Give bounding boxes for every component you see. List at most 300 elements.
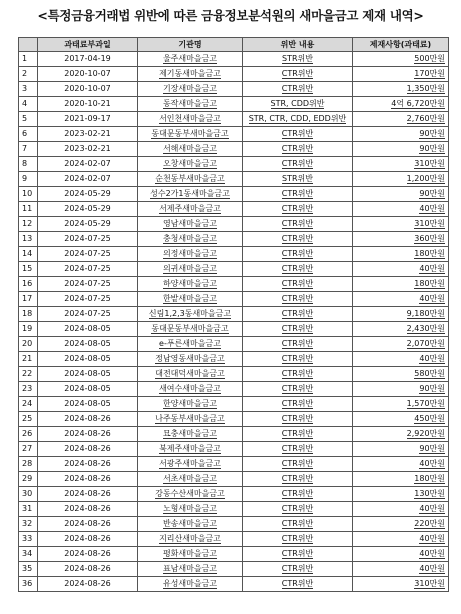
row-penalty [353,187,449,202]
row-violation [243,487,353,502]
row-penalty-text: 130만원 [414,489,445,498]
row-institution-text: 북제주새마을금고 [159,444,221,453]
row-institution [138,247,243,262]
row-penalty [353,562,449,577]
row-date: 2024-02-07 [38,157,138,172]
row-violation [243,97,353,112]
row-date: 2024-07-25 [38,277,138,292]
row-institution [138,292,243,307]
row-institution-text: 지리산새마을금고 [159,534,221,543]
row-violation-text: CTR위반 [281,519,314,528]
row-institution [138,547,243,562]
row-violation-text: CTR위반 [281,264,314,273]
row-institution [138,367,243,382]
row-violation [243,247,353,262]
row-institution [138,322,243,337]
row-number: 18 [19,307,38,322]
row-date: 2024-05-29 [38,217,138,232]
row-penalty [353,547,449,562]
table-row [19,97,449,112]
table-row [19,562,449,577]
table-row [19,337,449,352]
row-violation-text: CTR위반 [281,84,314,93]
row-number: 4 [19,97,38,112]
row-number: 24 [19,397,38,412]
table-row [19,457,449,472]
row-institution [138,517,243,532]
table-row [19,142,449,157]
row-date: 2024-08-05 [38,397,138,412]
row-number: 31 [19,502,38,517]
row-penalty [353,577,449,592]
row-number: 29 [19,472,38,487]
row-penalty-text: 2,070만원 [406,339,445,348]
row-penalty-text: 500만원 [414,54,445,63]
row-number: 11 [19,202,38,217]
row-penalty [353,532,449,547]
row-institution-text: 충청새마을금고 [162,234,218,243]
row-penalty [353,502,449,517]
row-penalty-text: 9,180만원 [406,309,445,318]
row-number: 5 [19,112,38,127]
row-date: 2024-08-26 [38,412,138,427]
table-row [19,367,449,382]
row-date: 2024-08-26 [38,562,138,577]
table-row [19,232,449,247]
row-violation [243,352,353,367]
row-violation [243,337,353,352]
row-number: 9 [19,172,38,187]
row-number: 16 [19,277,38,292]
row-violation [243,232,353,247]
row-penalty-text: 40만원 [419,534,445,543]
row-institution-text: 의정새마을금고 [162,249,218,258]
row-institution [138,82,243,97]
row-number: 3 [19,82,38,97]
table-row [19,277,449,292]
row-institution [138,307,243,322]
table-row [19,472,449,487]
row-date: 2024-07-25 [38,262,138,277]
row-violation [243,292,353,307]
row-institution-text: 정남영동새마을금고 [155,354,225,363]
row-penalty [353,517,449,532]
row-institution [138,352,243,367]
row-penalty [353,247,449,262]
row-institution-text: 동대문동부새마을금고 [151,129,229,138]
row-date: 2023-02-21 [38,142,138,157]
table-row [19,247,449,262]
row-institution-text: 서광주새마을금고 [159,459,221,468]
row-penalty [353,232,449,247]
row-violation [243,217,353,232]
row-penalty [353,127,449,142]
row-number: 13 [19,232,38,247]
row-violation [243,517,353,532]
table-row [19,127,449,142]
row-violation [243,262,353,277]
row-violation-text: CTR위반 [281,429,314,438]
row-violation [243,187,353,202]
row-penalty-text: 180만원 [414,279,445,288]
row-institution-text: 평화새마을금고 [162,549,218,558]
row-penalty [353,322,449,337]
row-institution-text: 반송새마을금고 [162,519,218,528]
row-penalty-text: 90만원 [419,384,445,393]
row-penalty-text: 1,570만원 [406,399,445,408]
row-number: 1 [19,52,38,67]
table-row [19,82,449,97]
row-penalty [353,97,449,112]
row-number: 8 [19,157,38,172]
row-penalty-text: 310만원 [414,219,445,228]
row-violation-text: CTR위반 [281,219,314,228]
row-institution [138,382,243,397]
row-number: 34 [19,547,38,562]
row-institution [138,277,243,292]
row-penalty [353,487,449,502]
table-row [19,397,449,412]
row-number: 17 [19,292,38,307]
row-date: 2024-08-26 [38,487,138,502]
header-institution: 기관명 [138,38,243,52]
table-header-row [19,38,449,52]
header-no [19,38,38,52]
row-institution-text: 기장새마을금고 [162,84,218,93]
table-row [19,382,449,397]
table-row [19,217,449,232]
table-row [19,307,449,322]
row-violation-text: CTR위반 [281,444,314,453]
table-row [19,577,449,592]
row-number: 36 [19,577,38,592]
table-row [19,187,449,202]
row-institution-text: 성수2가1동새마을금고 [150,189,230,198]
row-date: 2021-09-17 [38,112,138,127]
row-penalty-text: 310만원 [414,159,445,168]
row-penalty [353,337,449,352]
row-violation [243,322,353,337]
row-date: 2024-08-05 [38,352,138,367]
row-penalty [353,142,449,157]
row-institution [138,67,243,82]
row-penalty [353,412,449,427]
row-number: 19 [19,322,38,337]
row-violation-text: CTR위반 [281,129,314,138]
row-institution [138,232,243,247]
row-violation [243,172,353,187]
table-row [19,547,449,562]
row-violation-text: CTR위반 [281,534,314,543]
row-violation-text: CTR위반 [281,399,314,408]
table-row [19,292,449,307]
row-date: 2024-08-26 [38,457,138,472]
row-institution [138,472,243,487]
row-violation [243,277,353,292]
row-violation [243,472,353,487]
row-date: 2024-07-25 [38,247,138,262]
row-penalty-text: 90만원 [419,144,445,153]
row-violation [243,157,353,172]
row-institution [138,502,243,517]
row-penalty-text: 40만원 [419,354,445,363]
row-number: 23 [19,382,38,397]
row-institution [138,52,243,67]
row-violation-text: CTR위반 [281,354,314,363]
row-date: 2023-02-21 [38,127,138,142]
row-date: 2020-10-07 [38,67,138,82]
table-row [19,442,449,457]
table-row [19,262,449,277]
row-date: 2024-05-29 [38,202,138,217]
row-institution [138,457,243,472]
row-violation-text: CTR위반 [281,204,314,213]
row-violation-text: CTR위반 [281,189,314,198]
table-row [19,427,449,442]
row-date: 2024-08-26 [38,517,138,532]
row-penalty [353,367,449,382]
row-date: 2024-08-26 [38,547,138,562]
table-row [19,487,449,502]
row-institution [138,202,243,217]
row-institution-text: 동작새마을금고 [162,99,218,108]
row-violation [243,202,353,217]
row-number: 25 [19,412,38,427]
row-number: 2 [19,67,38,82]
row-violation-text: CTR위반 [281,234,314,243]
row-institution-text: 새여수새마을금고 [159,384,221,393]
row-date: 2017-04-19 [38,52,138,67]
row-violation [243,577,353,592]
header-violation: 위반 내용 [243,38,353,52]
table-row [19,532,449,547]
row-institution-text: 한양새마을금고 [162,399,218,408]
row-date: 2024-08-05 [38,367,138,382]
table-row [19,112,449,127]
row-institution [138,217,243,232]
row-penalty [353,82,449,97]
table-body [19,52,449,592]
row-violation [243,427,353,442]
row-violation-text: CTR위반 [281,324,314,333]
row-penalty [353,397,449,412]
row-institution-text: 울주새마을금고 [162,54,218,63]
row-institution-text: 순천동부새마을금고 [155,174,225,183]
row-violation-text: CTR위반 [281,384,314,393]
row-penalty-text: 580만원 [414,369,445,378]
row-date: 2024-08-05 [38,382,138,397]
row-violation [243,562,353,577]
row-violation-text: CTR위반 [281,339,314,348]
row-penalty [353,427,449,442]
row-number: 30 [19,487,38,502]
row-violation-text: CTR위반 [281,459,314,468]
row-penalty [353,307,449,322]
row-number: 21 [19,352,38,367]
row-violation [243,412,353,427]
row-violation [243,307,353,322]
row-violation-text: CTR위반 [281,249,314,258]
row-institution-text: 하양새마을금고 [162,279,218,288]
row-penalty [353,457,449,472]
row-institution [138,127,243,142]
row-violation [243,52,353,67]
row-date: 2024-08-26 [38,577,138,592]
row-institution [138,427,243,442]
row-institution [138,172,243,187]
row-number: 6 [19,127,38,142]
row-number: 33 [19,532,38,547]
row-penalty-text: 40만원 [419,264,445,273]
row-institution-text: 오창새마을금고 [162,159,218,168]
row-date: 2024-02-07 [38,172,138,187]
table-row [19,172,449,187]
row-number: 22 [19,367,38,382]
row-number: 35 [19,562,38,577]
row-penalty-text: 40만원 [419,504,445,513]
row-violation-text: CTR위반 [281,294,314,303]
row-violation [243,112,353,127]
row-number: 27 [19,442,38,457]
row-penalty [353,352,449,367]
row-penalty-text: 220만원 [414,519,445,528]
row-penalty [353,52,449,67]
row-violation [243,142,353,157]
row-penalty [353,262,449,277]
row-institution [138,397,243,412]
row-number: 26 [19,427,38,442]
row-date: 2024-08-05 [38,337,138,352]
row-institution-text: 서인천새마을금고 [159,114,221,123]
row-penalty [353,292,449,307]
table-row [19,157,449,172]
row-violation-text: CTR위반 [281,474,314,483]
table-row [19,502,449,517]
row-institution-text: 영남새마을금고 [162,219,218,228]
row-violation [243,532,353,547]
row-violation-text: STR위반 [282,54,313,63]
row-number: 7 [19,142,38,157]
row-penalty-text: 450만원 [414,414,445,423]
row-institution-text: 대전대덕새마을금고 [155,369,225,378]
row-violation [243,367,353,382]
row-date: 2024-08-26 [38,502,138,517]
row-violation [243,397,353,412]
row-violation [243,442,353,457]
row-number: 10 [19,187,38,202]
row-institution [138,442,243,457]
row-violation [243,82,353,97]
header-date: 과태료부과일 [38,38,138,52]
row-violation-text: CTR위반 [281,549,314,558]
row-violation-text: STR, CDD위반 [270,99,325,108]
row-violation-text: CTR위반 [281,564,314,573]
row-number: 32 [19,517,38,532]
row-penalty-text: 1,200만원 [406,174,445,183]
row-violation-text: CTR위반 [281,279,314,288]
row-institution-text: 서제주새마을금고 [159,204,221,213]
row-institution-text: 한밭새마을금고 [162,294,218,303]
page-title: <특정금융거래법 위반에 따른 금융정보분석원의 새마을금고 제재 내역> [37,8,424,23]
row-penalty-text: 4억 6,720만원 [391,99,445,108]
row-institution-text: 의귀새마을금고 [162,264,218,273]
row-penalty-text: 310만원 [414,579,445,588]
row-institution [138,532,243,547]
row-date: 2024-08-26 [38,427,138,442]
row-violation [243,127,353,142]
row-violation-text: STR위반 [282,174,313,183]
row-violation-text: CTR위반 [281,159,314,168]
row-violation-text: CTR위반 [281,414,314,423]
row-institution-text: 서초새마을금고 [162,474,218,483]
row-date: 2024-08-05 [38,322,138,337]
row-institution [138,187,243,202]
table-row [19,412,449,427]
row-penalty [353,382,449,397]
row-penalty-text: 40만원 [419,294,445,303]
row-institution [138,157,243,172]
row-penalty-text: 40만원 [419,549,445,558]
row-violation [243,547,353,562]
row-penalty-text: 40만원 [419,564,445,573]
table-row [19,202,449,217]
row-penalty [353,277,449,292]
row-violation [243,502,353,517]
row-date: 2024-07-25 [38,307,138,322]
row-penalty-text: 2,920만원 [406,429,445,438]
row-penalty-text: 1,350만원 [406,84,445,93]
row-date: 2020-10-21 [38,97,138,112]
row-institution [138,97,243,112]
row-penalty-text: 90만원 [419,129,445,138]
row-penalty [353,112,449,127]
row-penalty-text: 40만원 [419,459,445,468]
row-violation [243,382,353,397]
row-number: 15 [19,262,38,277]
row-penalty-text: 2,760만원 [406,114,445,123]
row-penalty [353,442,449,457]
row-date: 2024-08-26 [38,472,138,487]
header-penalty: 제재사항(과태료) [353,38,449,52]
row-penalty [353,217,449,232]
row-penalty-text: 2,430만원 [406,324,445,333]
row-date: 2024-07-25 [38,292,138,307]
row-violation-text: CTR위반 [281,489,314,498]
row-institution-text: 제기동새마을금고 [159,69,221,78]
row-penalty-text: 360만원 [414,234,445,243]
row-institution [138,412,243,427]
row-institution-text: 강동수산새마을금고 [155,489,225,498]
row-violation-text: STR, CTR, CDD, EDD위반 [248,114,347,123]
row-violation [243,457,353,472]
row-violation [243,67,353,82]
row-penalty [353,67,449,82]
row-institution-text: e-푸른새마을금고 [159,339,221,348]
table-row [19,517,449,532]
row-penalty-text: 90만원 [419,189,445,198]
row-violation-text: CTR위반 [281,504,314,513]
row-number: 14 [19,247,38,262]
row-institution-text: 유성새마을금고 [162,579,218,588]
row-penalty [353,157,449,172]
row-penalty-text: 40만원 [419,204,445,213]
row-date: 2020-10-07 [38,82,138,97]
table-row [19,67,449,82]
table-row [19,52,449,67]
row-institution [138,562,243,577]
row-penalty-text: 180만원 [414,474,445,483]
row-penalty [353,202,449,217]
